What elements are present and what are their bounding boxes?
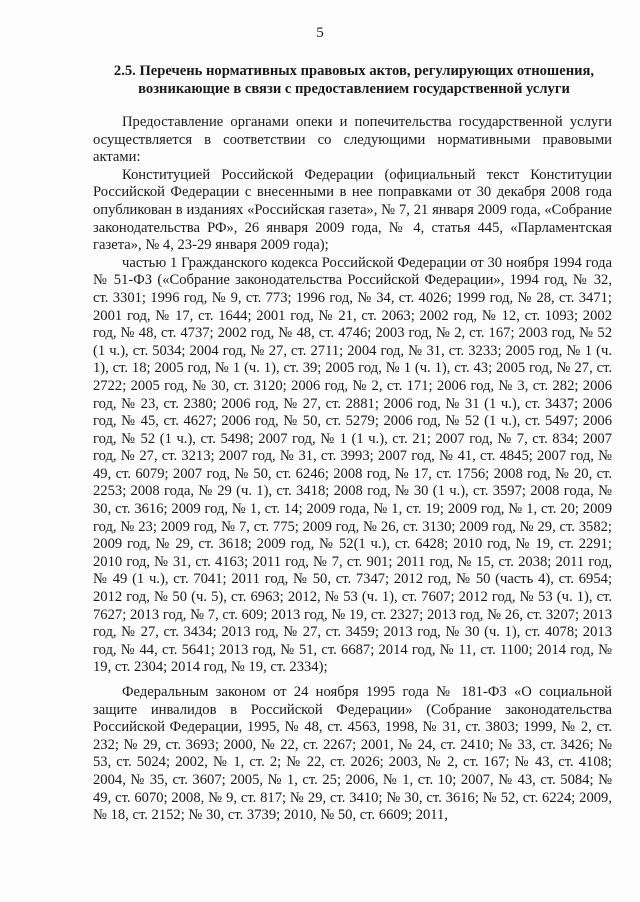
section-heading: 2.5. Перечень нормативных правовых актов, регулирующих отношения, возникающие в связи с предоставлением государственной услуги — [113, 63, 595, 97]
paragraph-intro: Предоставление органами опеки и попечительства государственной услуги осуществляется в соответствии со следующими нормативными правовыми актами: — [93, 114, 612, 166]
paragraph-federal-law: Федеральным законом от 24 ноября 1995 года № 181-ФЗ «О социальной защите инвалидов в Российской Федерации» (Собрание законодательства Российской Федерации, 1995, № 48, ст. 4563, 1998, № 31, ст. 3803; 1999, № 2, ст. 232; № 29, ст. 3693; 2000, № 22, ст. 2267; 2001, № 24, ст. 2410; № 33, ст. 3426; № 53, ст. 5024; 2002, № 1, ст. 2; № 22, ст. 2026; 2003, № 2, ст. 167; № 43, ст. 4108; 2004, № 35, ст. 3607; 2005, № 1, ст. 25; 2006, № 1, ст. 10; 2007, № 43, ст. 5084; № 49, ст. 6070; 2008, № 9, ст. 817; № 29, ст. 3410; № 30, ст. 3616; № 52, ст. 6224; 2009, № 18, ст. 2152; № 30, ст. 3739; 2010, № 50, ст. 6609; 2011, — [93, 684, 612, 824]
document-body — [93, 114, 612, 825]
page-number: 5 — [316, 25, 324, 41]
paragraph-constitution: Конституцией Российской Федерации (официальный текст Конституции Российской Федерации с внесенными в нее поправками от 30 декабря 2008 года опубликован в изданиях «Российская газета», № 7, 21 января 2009 года, «Собрание законодательства РФ», 26 января 2009 года, № 4, статья 445, «Парламентская газета», № 4, 23-29 января 2009 года); — [93, 166, 612, 254]
paragraph-civil-code: частью 1 Гражданского кодекса Российской Федерации от 30 ноября 1994 года № 51-ФЗ («Собрание законодательства Российской Федерации», 1994 год, № 32, ст. 3301; 1996 год, № 9, ст. 773; 1996 год, № 34, ст. 4026; 1999 год, № 28, ст. 3471; 2001 год, № 17, ст. 1644; 2001 год, № 21, ст. 2063; 2002 год, № 12, ст. 1093; 2002 год, № 48, ст. 4737; 2002 год, № 48, ст. 4746; 2003 год, № 2, ст. 167; 2003 год, № 52 (1 ч.), ст. 5034; 2004 год, № 27, ст. 2711; 2004 год, № 31, ст. 3233; 2005 год, № 1 (ч. 1), ст. 18; 2005 год, № 1 (ч. 1), ст. 39; 2005 год, № 1 (ч. 1), ст. 43; 2005 год, № 27, ст. 2722; 2005 год, № 30, ст. 3120; 2006 год, № 2, ст. 171; 2006 год, № 3, ст. 282; 2006 год, № 23, ст. 2380; 2006 год, № 27, ст. 2881; 2006 год, № 31 (1 ч.), ст. 3437; 2006 год, № 45, ст. 4627; 2006 год, № 50, ст. 5279; 2006 год, № 52 (1 ч.), ст. 5497; 2006 год, № 52 (1 ч.), ст. 5498; 2007 год, № 1 (1 ч.), ст. 21; 2007 год, № 7, ст. 834; 2007 год, № 27, ст. 3213; 2007 год, № 31, ст. 3993; 2007 год, № 41, ст. 4845; 2007 год, № 49, ст. 6079; 2007 год, № 50, ст. 6246; 2008 год, № 17, ст. 1756; 2008 год, № 20, ст. 2253; 2008 года, № 29 (ч. 1), ст. 3418; 2008 год, № 30 (1 ч.), ст. 3597; 2008 года, № 30, ст. 3616; 2009 год, № 1, ст. 14; 2009 года, № 1, ст. 19; 2009 год, № 1, ст. 20; 2009 год, № 23; 2009 год, № 7, ст. 775; 2009 год, № 26, ст. 3130; 2009 год, № 29, ст. 3582; 2009 год, № 29, ст. 3618; 2009 год, № 52(1 ч.), ст. 6428; 2010 год, № 19, ст. 2291; 2010 год, № 31, ст. 4163; 2011 год, № 7, ст. 901; 2011 год, № 15, ст. 2038; 2011 год, № 49 (1 ч.), ст. 7041; 2011 год, № 50, ст. 7347; 2012 год, № 50 (часть 4), ст. 6954; 2012 год, № 50 (ч. 5), ст. 6963; 2012, № 53 (ч. 1), ст. 7607; 2012 год, № 53 (ч. 1), ст. 7627; 2013 год, № 7, ст. 609; 2013 год, № 19, ст. 2327; 2013 год, № 26, ст. 3207; 2013 год, № 27, ст. 3434; 2013 год, № 27, ст. 3459; 2013 год, № 30 (ч. 1), ст. 4078; 2013 год, № 44, ст. 5641; 2013 год, № 51, ст. 6687; 2014 год, № 11, ст. 1100; 2014 год, № 19, ст. 2304; 2014 год, № 19, ст. 2334); — [93, 254, 612, 676]
